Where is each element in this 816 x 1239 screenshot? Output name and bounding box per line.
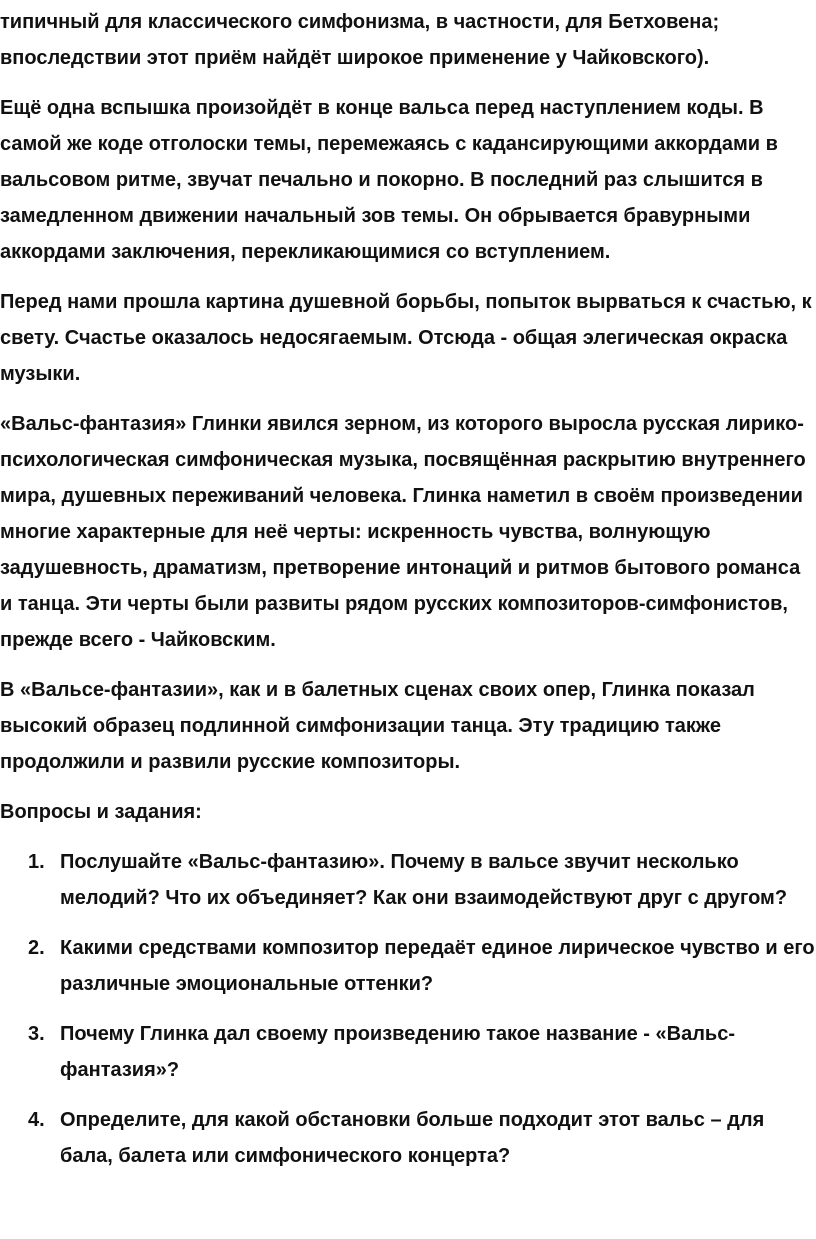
question-number: 2. [28,937,45,959]
question-item-1 [0,844,816,916]
question-text: Почему Глинка дал своему произведению такое название - «Вальс-фантазия»? [60,1023,735,1081]
question-text: Какими средствами композитор передаёт единое лирическое чувство и его различные эмоциональные оттенки? [60,937,815,995]
question-text: Послушайте «Вальс-фантазию». Почему в вальсе звучит несколько мелодий? Что их объединяет? Как они взаимодействуют друг с другом? [60,851,788,909]
question-item-4 [0,1102,816,1174]
question-item-2 [0,930,816,1002]
question-number: 4. [28,1109,45,1131]
question-number: 3. [28,1023,45,1045]
questions-heading: Вопросы и задания: [0,801,202,823]
paragraph-continuation: типичный для классического симфонизма, в частности, для Бетховена; впоследствии этот приём найдёт широкое применение у Чайковского). [0,11,720,69]
paragraph-symphonization: В «Вальсе-фантазии», как и в балетных сценах своих опер, Глинка показал высокий образец подлинной симфонизации танца. Эту традицию также продолжили и развили русские композиторы. [0,679,755,773]
question-text: Определите, для какой обстановки больше подходит этот вальс – для бала, балета или симфонического концерта? [60,1109,765,1167]
questions-list [0,844,816,1174]
paragraph-struggle: Перед нами прошла картина душевной борьбы, попыток вырваться к счастью, к свету. Счастье оказалось недосягаемым. Отсюда - общая элегическая окраска музыки. [0,291,812,385]
paragraph-significance: «Вальс-фантазия» Глинки явился зерном, из которого выросла русская лирико-психологическая симфоническая музыка, посвящённая раскрытию внутреннего мира, душевных переживаний человека. Глинка наметил в своём произведении многие характерные для неё черты: искренность чувства, волнующую задушевность, драматизм, претворение интонаций и ритмов бытового романса и танца. Эти черты были развиты рядом русских композиторов-симфонистов, прежде всего - Чайковским. [0,413,806,651]
question-item-3 [0,1016,816,1088]
paragraph-coda: Ещё одна вспышка произойдёт в конце вальса перед наступлением коды. В самой же коде отголоски темы, перемежаясь с кадансирующими аккордами в вальсовом ритме, звучат печально и покорно. В последний раз слышится в замедленном движении начальный зов темы. Он обрывается бравурными аккордами заключения, перекликающимися со вступлением. [0,97,778,263]
question-number: 1. [28,851,45,873]
